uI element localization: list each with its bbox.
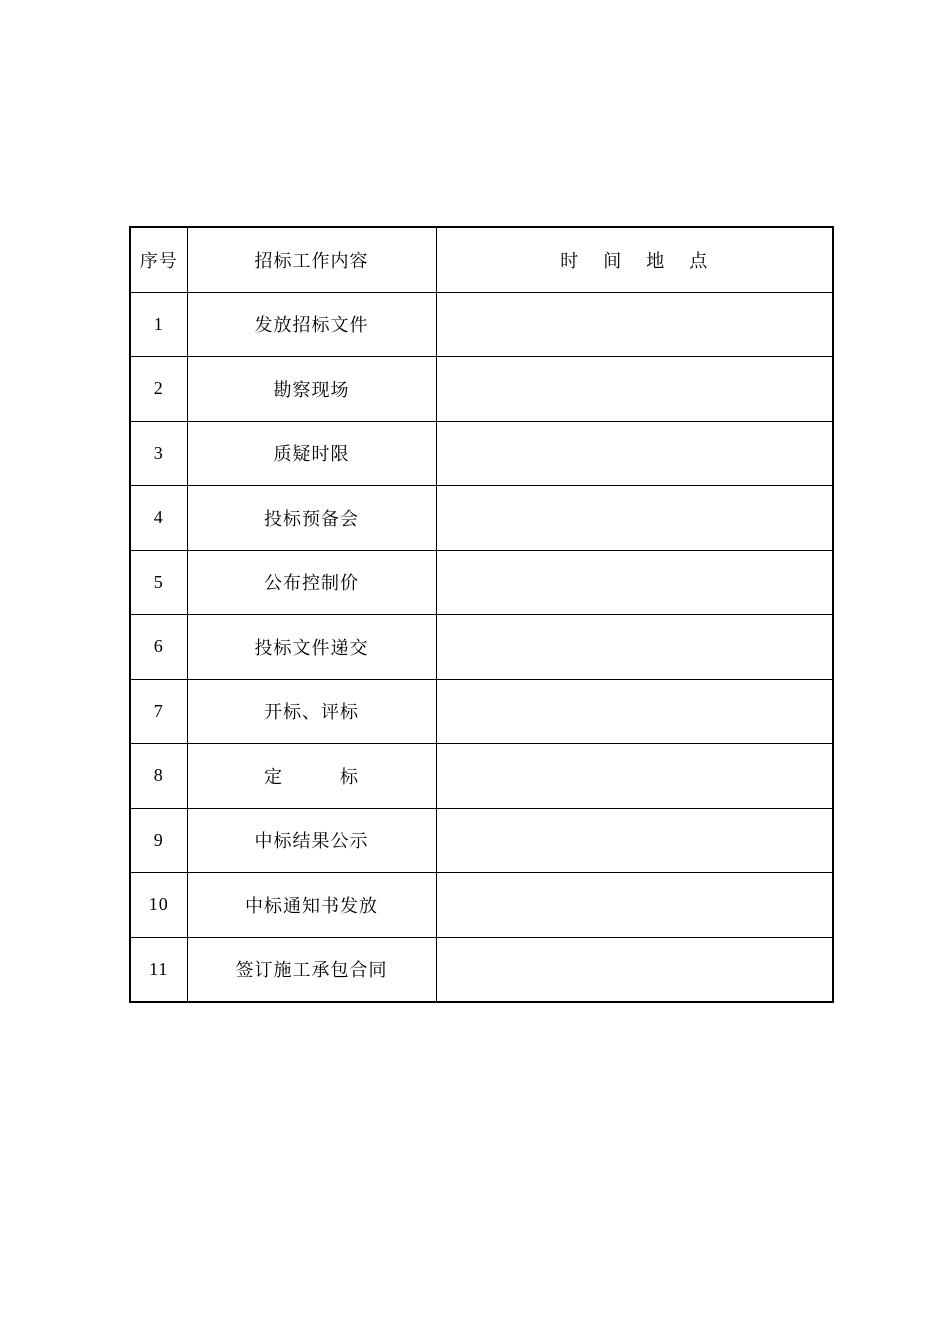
table-row [130, 937, 833, 1002]
table-row [130, 615, 833, 680]
row-time-place[interactable] [436, 357, 833, 422]
row-task: 投标预备会 [187, 486, 436, 551]
table-row [130, 292, 833, 357]
row-no: 7 [130, 679, 187, 744]
row-time-place[interactable] [436, 486, 833, 551]
row-time-place[interactable] [436, 292, 833, 357]
row-time-place[interactable] [436, 421, 833, 486]
header-time-char-2: 间 [603, 250, 623, 272]
row-time-place[interactable] [436, 744, 833, 809]
header-no: 序号 [130, 227, 187, 292]
row-task: 勘察现场 [187, 357, 436, 422]
table-row [130, 744, 833, 809]
header-time-char-4: 点 [689, 250, 709, 272]
row-task: 中标结果公示 [187, 808, 436, 873]
row-no: 1 [130, 292, 187, 357]
table-row [130, 421, 833, 486]
row-task: 投标文件递交 [187, 615, 436, 680]
row-no: 4 [130, 486, 187, 551]
header-time-place [436, 227, 833, 292]
header-row [130, 227, 833, 292]
header-task: 招标工作内容 [187, 227, 436, 292]
table-body [130, 292, 833, 1002]
row-task: 中标通知书发放 [187, 873, 436, 938]
row-task: 定 标 [187, 744, 436, 809]
table-row [130, 873, 833, 938]
row-task: 公布控制价 [187, 550, 436, 615]
row-no: 8 [130, 744, 187, 809]
row-no: 5 [130, 550, 187, 615]
row-task: 开标、评标 [187, 679, 436, 744]
table-row [130, 679, 833, 744]
row-task: 发放招标文件 [187, 292, 436, 357]
row-task: 签订施工承包合同 [187, 937, 436, 1002]
row-no: 2 [130, 357, 187, 422]
table-header [130, 227, 833, 292]
row-time-place[interactable] [436, 550, 833, 615]
table-row [130, 357, 833, 422]
bidding-schedule-table [129, 226, 834, 1003]
row-time-place[interactable] [436, 615, 833, 680]
row-time-place[interactable] [436, 937, 833, 1002]
row-task: 质疑时限 [187, 421, 436, 486]
row-no: 9 [130, 808, 187, 873]
table-row [130, 550, 833, 615]
row-no: 3 [130, 421, 187, 486]
row-time-place[interactable] [436, 808, 833, 873]
table-row [130, 808, 833, 873]
row-no: 10 [130, 873, 187, 938]
header-time-char-3: 地 [646, 250, 666, 272]
row-time-place[interactable] [436, 873, 833, 938]
row-no: 6 [130, 615, 187, 680]
row-no: 11 [130, 937, 187, 1002]
table-row [130, 486, 833, 551]
header-time-char-1: 时 [560, 250, 580, 272]
row-time-place[interactable] [436, 679, 833, 744]
